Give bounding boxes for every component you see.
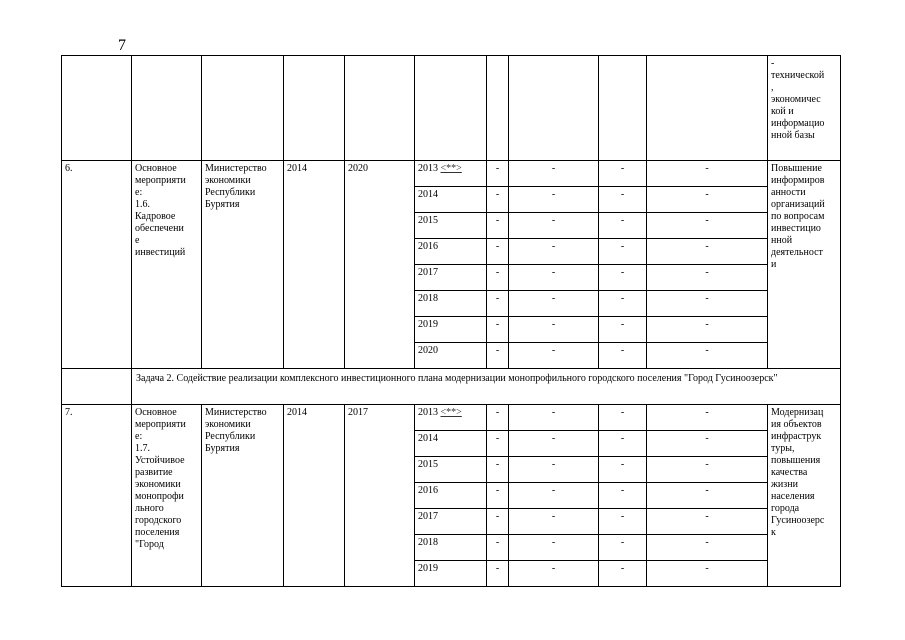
dash-cell: - xyxy=(599,535,647,561)
measure-row xyxy=(62,405,841,431)
dash-cell: - xyxy=(509,265,599,291)
dash-cell: - xyxy=(599,239,647,265)
dash-cell: - xyxy=(509,187,599,213)
dash-cell: - xyxy=(509,405,599,431)
dash-cell: - xyxy=(487,317,509,343)
year-label: 2013 xyxy=(418,407,438,418)
year-cell: 2019 xyxy=(415,317,487,343)
dash-cell: - xyxy=(647,187,768,213)
empty-cell xyxy=(202,56,284,161)
dash-cell: - xyxy=(487,457,509,483)
dash-cell: - xyxy=(487,431,509,457)
year-cell xyxy=(415,405,487,431)
continuation-row xyxy=(62,56,841,161)
empty-cell xyxy=(62,56,132,161)
dash-cell: - xyxy=(599,265,647,291)
measure-name: Основное мероприяти е: 1.7. Устойчивое развитие экономики монопрофи льного городского поселения "Город xyxy=(132,405,202,587)
year-cell: 2017 xyxy=(415,509,487,535)
dash-cell: - xyxy=(487,213,509,239)
year-cell: 2020 xyxy=(415,343,487,369)
dash-cell: - xyxy=(509,483,599,509)
year-cell xyxy=(415,161,487,187)
dash-cell: - xyxy=(647,457,768,483)
dash-cell: - xyxy=(647,161,768,187)
task-heading: Задача 2. Содействие реализации комплексного инвестиционного плана модернизации монопрофильного городского поселения "Город Гусиноозерск" xyxy=(132,369,841,405)
dash-cell: - xyxy=(487,561,509,587)
measure-number: 6. xyxy=(62,161,132,369)
empty-cell xyxy=(599,56,647,161)
dash-cell: - xyxy=(487,161,509,187)
empty-cell xyxy=(509,56,599,161)
year-label: 2013 xyxy=(418,163,438,174)
year-cell: 2016 xyxy=(415,239,487,265)
dash-cell: - xyxy=(599,457,647,483)
empty-cell xyxy=(345,56,415,161)
dash-cell: - xyxy=(647,343,768,369)
footnote-link[interactable]: <**> xyxy=(440,163,462,174)
empty-cell xyxy=(132,56,202,161)
dash-cell: - xyxy=(647,291,768,317)
measure-name: Основное мероприяти е: 1.6. Кадровое обеспечени е инвестиций xyxy=(132,161,202,369)
dash-cell: - xyxy=(509,317,599,343)
empty-cell xyxy=(487,56,509,161)
footnote-link[interactable]: <**> xyxy=(440,407,462,418)
dash-cell: - xyxy=(599,213,647,239)
dash-cell: - xyxy=(599,483,647,509)
dash-cell: - xyxy=(487,483,509,509)
measure-row xyxy=(62,161,841,187)
dash-cell: - xyxy=(599,161,647,187)
year-cell: 2015 xyxy=(415,213,487,239)
dash-cell: - xyxy=(487,291,509,317)
dash-cell: - xyxy=(487,187,509,213)
dash-cell: - xyxy=(487,265,509,291)
page-number: 7 xyxy=(118,37,126,54)
dash-cell: - xyxy=(487,535,509,561)
start-year: 2014 xyxy=(284,161,345,369)
dash-cell: - xyxy=(509,239,599,265)
measure-number: 7. xyxy=(62,405,132,587)
task-row xyxy=(62,369,841,405)
year-cell: 2017 xyxy=(415,265,487,291)
dash-cell: - xyxy=(509,535,599,561)
year-cell: 2018 xyxy=(415,535,487,561)
result-cell: Модернизац ия объектов инфраструк туры, повышения качества жизни населения города Гусиноозерс к xyxy=(768,405,841,587)
dash-cell: - xyxy=(599,405,647,431)
dash-cell: - xyxy=(647,213,768,239)
year-cell: 2014 xyxy=(415,187,487,213)
dash-cell: - xyxy=(599,291,647,317)
dash-cell: - xyxy=(509,291,599,317)
dash-cell: - xyxy=(647,483,768,509)
dash-cell: - xyxy=(509,343,599,369)
end-year: 2017 xyxy=(345,405,415,587)
year-cell: 2018 xyxy=(415,291,487,317)
program-table xyxy=(61,55,841,587)
dash-cell: - xyxy=(599,431,647,457)
year-cell: 2015 xyxy=(415,457,487,483)
start-year: 2014 xyxy=(284,405,345,587)
dash-cell: - xyxy=(599,561,647,587)
year-cell: 2016 xyxy=(415,483,487,509)
dash-cell: - xyxy=(647,509,768,535)
dash-cell: - xyxy=(509,161,599,187)
dash-cell: - xyxy=(647,265,768,291)
year-cell: 2019 xyxy=(415,561,487,587)
dash-cell: - xyxy=(487,239,509,265)
dash-cell: - xyxy=(647,431,768,457)
executor: Министерство экономики Республики Бурятия xyxy=(202,405,284,587)
dash-cell: - xyxy=(509,213,599,239)
empty-cell xyxy=(284,56,345,161)
dash-cell: - xyxy=(599,187,647,213)
end-year: 2020 xyxy=(345,161,415,369)
dash-cell: - xyxy=(487,509,509,535)
empty-cell xyxy=(415,56,487,161)
dash-cell: - xyxy=(647,239,768,265)
dash-cell: - xyxy=(647,405,768,431)
empty-cell xyxy=(647,56,768,161)
dash-cell: - xyxy=(487,405,509,431)
result-cell: Повышение информиров анности организаций по вопросам инвестицио нной деятельност и xyxy=(768,161,841,369)
dash-cell: - xyxy=(599,509,647,535)
dash-cell: - xyxy=(647,561,768,587)
dash-cell: - xyxy=(647,317,768,343)
dash-cell: - xyxy=(509,561,599,587)
dash-cell: - xyxy=(599,317,647,343)
dash-cell: - xyxy=(509,509,599,535)
year-cell: 2014 xyxy=(415,431,487,457)
executor: Министерство экономики Республики Бурятия xyxy=(202,161,284,369)
dash-cell: - xyxy=(509,457,599,483)
result-cell: - технической , экономичес кой и информацио нной базы xyxy=(768,56,841,161)
dash-cell: - xyxy=(647,535,768,561)
dash-cell: - xyxy=(509,431,599,457)
dash-cell: - xyxy=(487,343,509,369)
empty-cell xyxy=(62,369,132,405)
dash-cell: - xyxy=(599,343,647,369)
